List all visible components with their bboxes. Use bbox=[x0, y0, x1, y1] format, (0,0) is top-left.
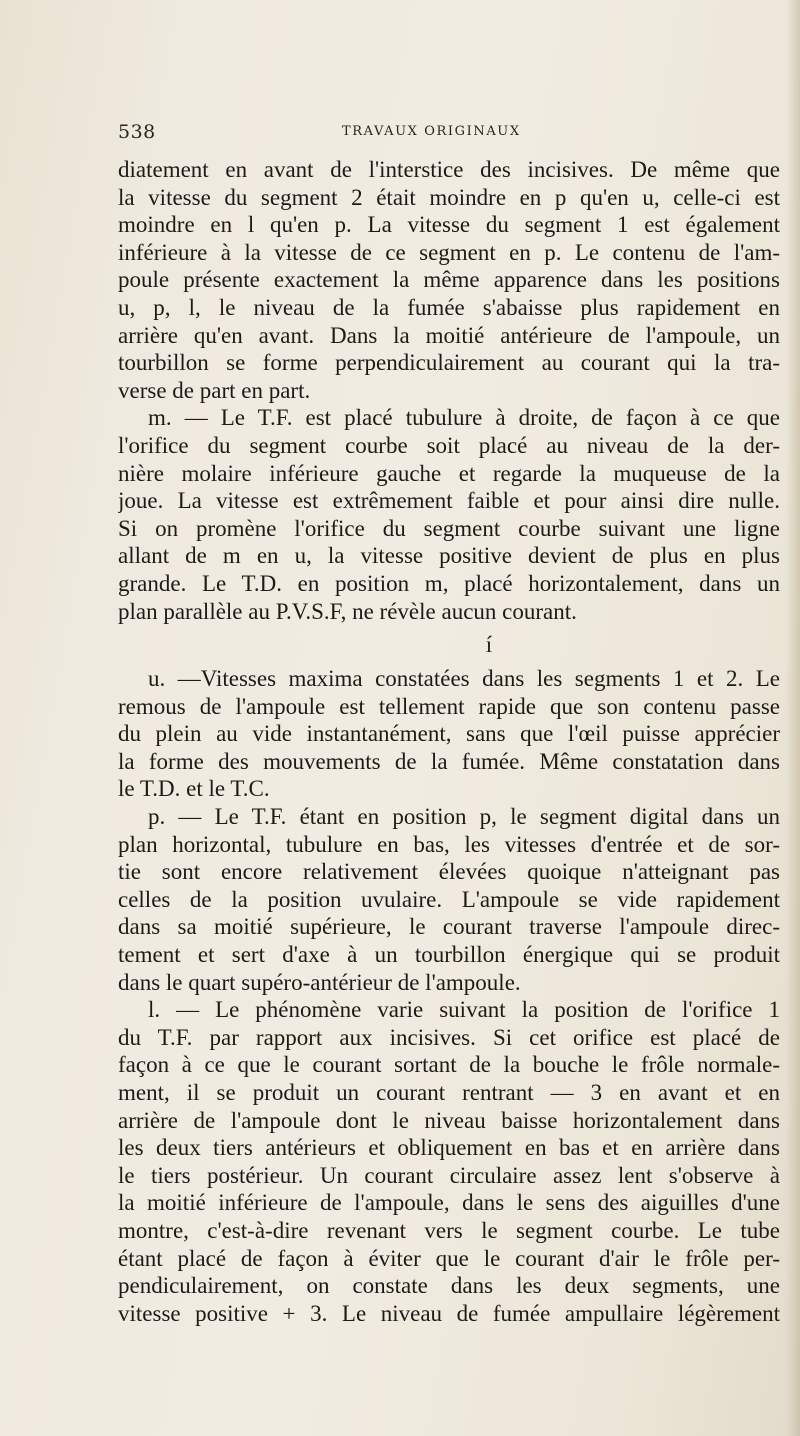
text-line: arrière de l'ampoule dont le niveau baisse horizontalement dans bbox=[118, 1107, 780, 1133]
paragraph-position-u bbox=[118, 665, 780, 803]
paragraph-continuation bbox=[118, 156, 780, 404]
text-line: l'orifice du segment courbe soit placé au niveau de la der- bbox=[118, 432, 780, 458]
text-line: m. — Le T.F. est placé tubulure à droite, de façon à ce que bbox=[148, 405, 780, 431]
page-edge-shadow bbox=[786, 0, 800, 1436]
text-line: inférieure à la vitesse de ce segment en p. Le contenu de l'am- bbox=[118, 239, 780, 265]
text-line: moindre en l qu'en p. La vitesse du segment 1 est également bbox=[118, 212, 780, 238]
text-line: la vitesse du segment 2 était moindre en p qu'en u, celle-ci est bbox=[118, 184, 780, 210]
text-line: joue. La vitesse est extrêmement faible et pour ainsi dire nulle. bbox=[118, 488, 780, 514]
text-line: grande. Le T.D. en position m, placé horizontalement, dans un bbox=[118, 570, 780, 596]
text-line: diatement en avant de l'interstice des incisives. De même que bbox=[118, 157, 780, 182]
text-line: u. —Vitesses maxima constatées dans les segments 1 et 2. Le bbox=[148, 666, 780, 692]
text-line: dans sa moitié supérieure, le courant traverse l'ampoule direc- bbox=[118, 914, 780, 940]
text-line: nière molaire inférieure gauche et regarde la muqueuse de la bbox=[118, 460, 780, 486]
paragraph-position-p bbox=[118, 803, 780, 996]
page-number: 538 bbox=[118, 121, 156, 143]
running-head: TRAVAUX ORIGINAUX bbox=[342, 124, 521, 139]
text-line: plan horizontal, tubulure en bas, les vitesses d'entrée et de sor- bbox=[118, 831, 780, 857]
text-line: dans le quart supéro-antérieur de l'ampoule. bbox=[118, 969, 521, 995]
text-line: la forme des mouvements de la fumée. Même constatation dans bbox=[118, 748, 780, 774]
text-line: pendiculairement, on constate dans les deux segments, une bbox=[118, 1273, 780, 1299]
text-line: u, p, l, le niveau de la fumée s'abaisse plus rapidement en bbox=[118, 294, 780, 320]
text-line: la moitié inférieure de l'ampoule, dans le sens des aiguilles d'une bbox=[118, 1190, 780, 1216]
text-line: le T.D. et le T.C. bbox=[118, 776, 270, 802]
text-line: celles de la position uvulaire. L'ampoule se vide rapidement bbox=[118, 886, 780, 912]
text-line: les deux tiers antérieurs et obliquement en bas et en arrière dans bbox=[118, 1135, 780, 1161]
text-line: tie sont encore relativement élevées quoique n'atteignant pas bbox=[118, 859, 780, 885]
text-line: du plein au vide instantanément, sans que l'œil puisse apprécier bbox=[118, 721, 780, 747]
text-line: plan parallèle au P.V.S.F, ne révèle aucun courant. bbox=[118, 598, 577, 624]
body-text bbox=[118, 156, 780, 1327]
paragraph-position-l bbox=[118, 996, 780, 1327]
text-line: ment, il se produit un courant rentrant — 3 en avant et en bbox=[118, 1080, 780, 1105]
text-line: p. — Le T.F. étant en position p, le segment digital dans un bbox=[148, 804, 780, 830]
text-line: Si on promène l'orifice du segment courbe suivant une ligne bbox=[118, 515, 780, 541]
text-line: poule présente exactement la même apparence dans les positions bbox=[118, 267, 780, 293]
text-line: allant de m en u, la vitesse positive devient de plus en plus bbox=[118, 543, 780, 569]
text-line: le tiers postérieur. Un courant circulaire assez lent s'observe à bbox=[118, 1162, 780, 1188]
text-line: remous de l'ampoule est tellement rapide que son contenu passe bbox=[118, 693, 780, 719]
text-line: du T.F. par rapport aux incisives. Si cet orifice est placé de bbox=[118, 1024, 780, 1050]
paragraph-position-m bbox=[118, 404, 780, 625]
page-header bbox=[118, 121, 780, 147]
text-line: tement et sert d'axe à un tourbillon énergique qui se produit bbox=[118, 942, 780, 968]
text-line: verse de part en part. bbox=[118, 377, 311, 403]
text-line: l. — Le phénomène varie suivant la position de l'orifice 1 bbox=[148, 997, 780, 1023]
section-marker: í bbox=[485, 632, 493, 658]
text-line: arrière qu'en avant. Dans la moitié antérieure de l'ampoule, un bbox=[118, 322, 780, 348]
text-line: étant placé de façon à éviter que le courant d'air le frôle per- bbox=[118, 1245, 780, 1271]
text-line: tourbillon se forme perpendiculairement au courant qui la tra- bbox=[118, 350, 780, 376]
text-line: vitesse positive + 3. Le niveau de fumée ampullaire légèrement bbox=[118, 1300, 780, 1326]
text-line: montre, c'est-à-dire revenant vers le segment courbe. Le tube bbox=[118, 1217, 780, 1243]
text-line: façon à ce que le courant sortant de la bouche le frôle normale- bbox=[118, 1052, 780, 1078]
